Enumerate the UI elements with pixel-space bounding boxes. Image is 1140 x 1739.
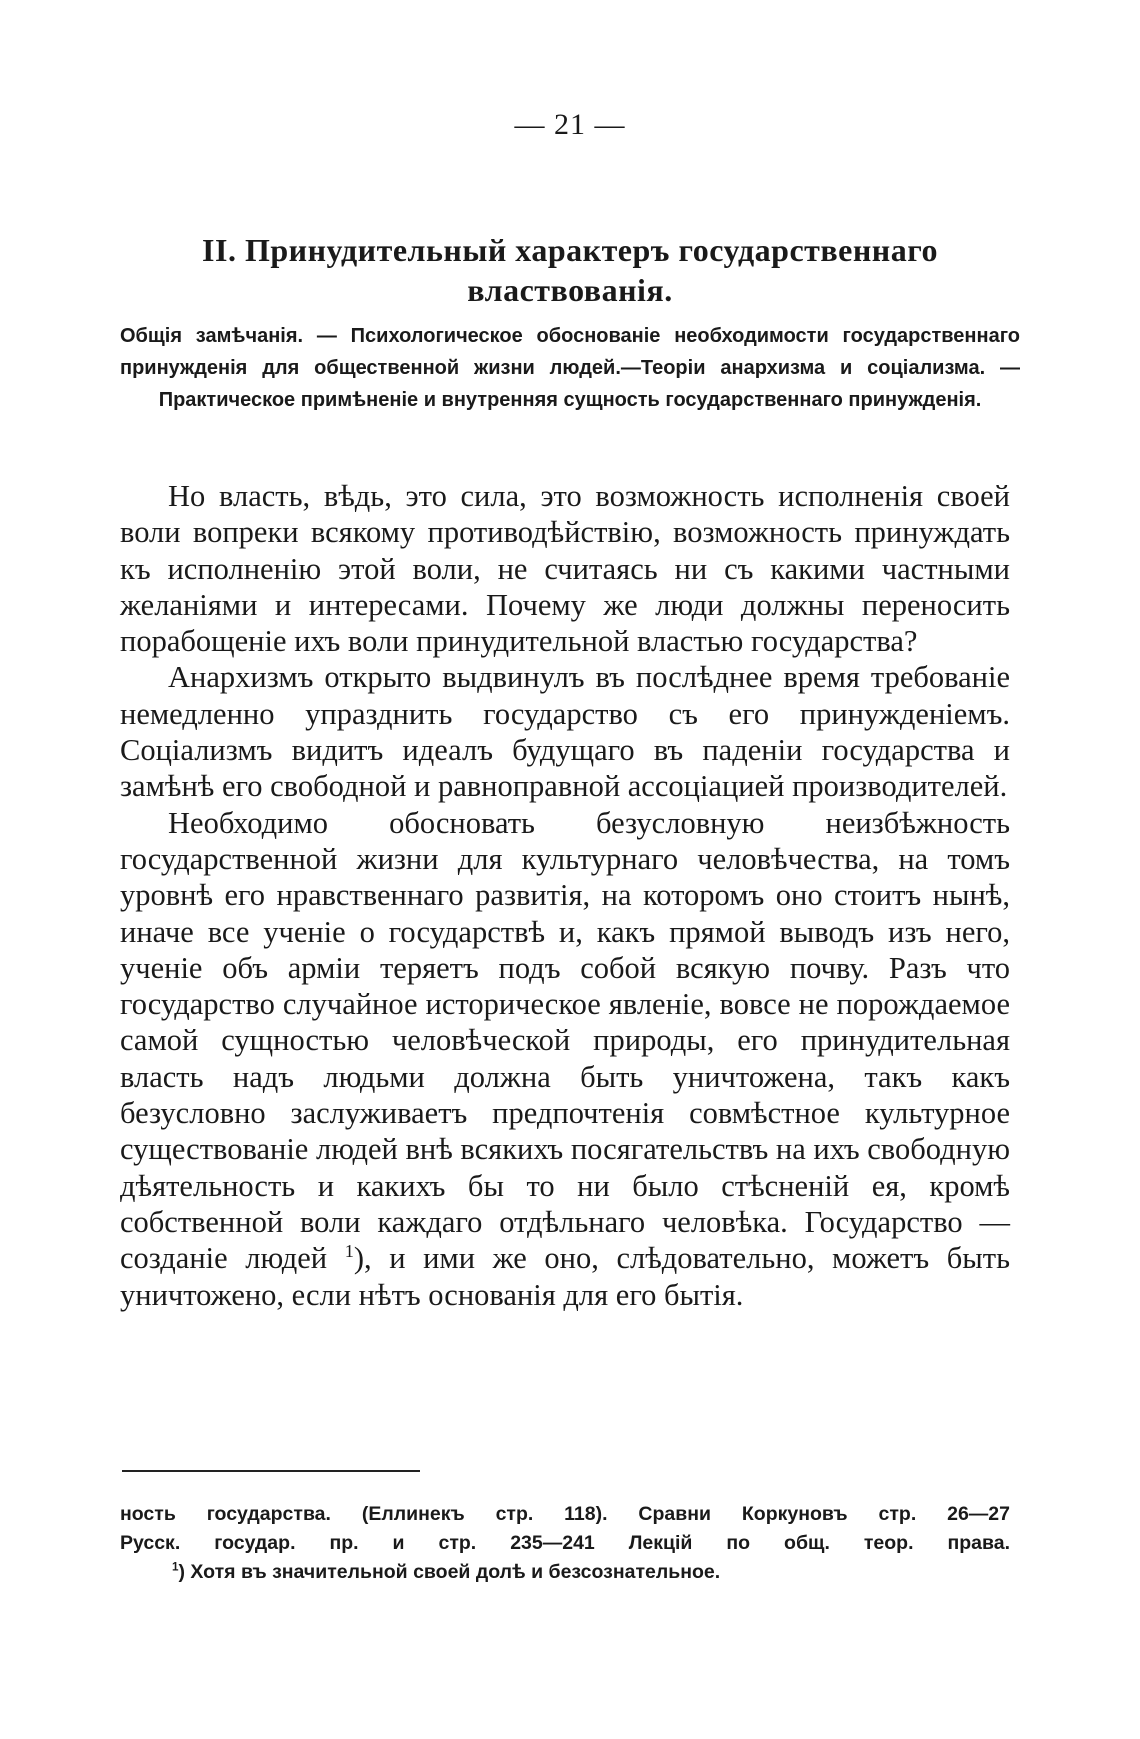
body-text <box>120 478 1010 1313</box>
footnote-continuation-line-2: Русск. государ. пр. и стр. 235—241 Лекцій по общ. теор. права. <box>120 1532 1010 1554</box>
paragraph-3-text: Необходимо обосновать безусловную неизбѣжность государственной жизни для культурнаго человѣчества, на томъ уровнѣ его нравственнаго развитія, на которомъ оно стоитъ нынѣ, иначе все ученіе о государствѣ и, какъ прямой выводъ изъ него, ученіе объ арміи теряетъ подъ собой всякую почву. Разъ что государство случайное историческое явленіе, вовсе не порождаемое самой сущностью человѣческой природы, его принудительная власть надъ людьми должна быть уничтожена, такъ какъ безусловно заслуживаетъ предпочтенія совмѣстное культурное существованіе людей внѣ всякихъ посягательствъ на ихъ свободную дѣятельность и какихъ бы то ни было стѣсненій ея, кромѣ собственной воли каждаго отдѣльнаго человѣка. Государство — созданіе людей <box>120 805 1010 1276</box>
chapter-title: II. Принудительный характеръ государственнаго властвованія. <box>202 232 938 308</box>
footnote-reference[interactable]: 1 <box>344 1241 354 1262</box>
chapter-summary: Общія замѣчанія. — Психологическое обоснованіе необходимости государственнаго принужденія для общественной жизни людей.—Теоріи анархизма и соціализма. — Практическое примѣненіе и внутренняя сущность государственнаго принужденія. <box>120 325 1020 411</box>
footnote-marker: 1 <box>172 1560 179 1574</box>
paragraph-3-continuation: ), и ими же оно, слѣдовательно, можетъ быть уничтожено, если нѣтъ основанія для его бытія. <box>120 1241 1010 1312</box>
footnote-1 <box>120 1558 1010 1587</box>
paragraph-3 <box>120 805 1010 1313</box>
paragraph-1: Но власть, вѣдь, это сила, это возможность исполненія своей воли вопреки всякому противодѣйствію, возможность принуждать къ исполненію этой воли, не считаясь ни съ какими частными желаніями и интересами. Почему же люди должны переносить порабощеніе ихъ воли принудительной властью государства? <box>120 479 1010 659</box>
page-number: — 21 — <box>514 108 626 141</box>
footnote-1-text: ) Хотя въ значительной своей долѣ и безсознательное. <box>178 1561 721 1583</box>
footnote-continuation-line-1: ность государства. (Еллинекъ стр. 118). Сравни Коркуновъ стр. 26—27 <box>120 1503 1010 1525</box>
footnote-divider <box>122 1470 420 1472</box>
paragraph-2: Анархизмъ открыто выдвинулъ въ послѣднее время требованіе немедленно упразднить государство съ его принужденіемъ. Соціализмъ видитъ идеалъ будущаго въ паденіи государства и замѣнѣ его свободной и равноправной ассоціацией производителей. <box>120 660 1010 804</box>
footnotes <box>120 1500 1010 1587</box>
